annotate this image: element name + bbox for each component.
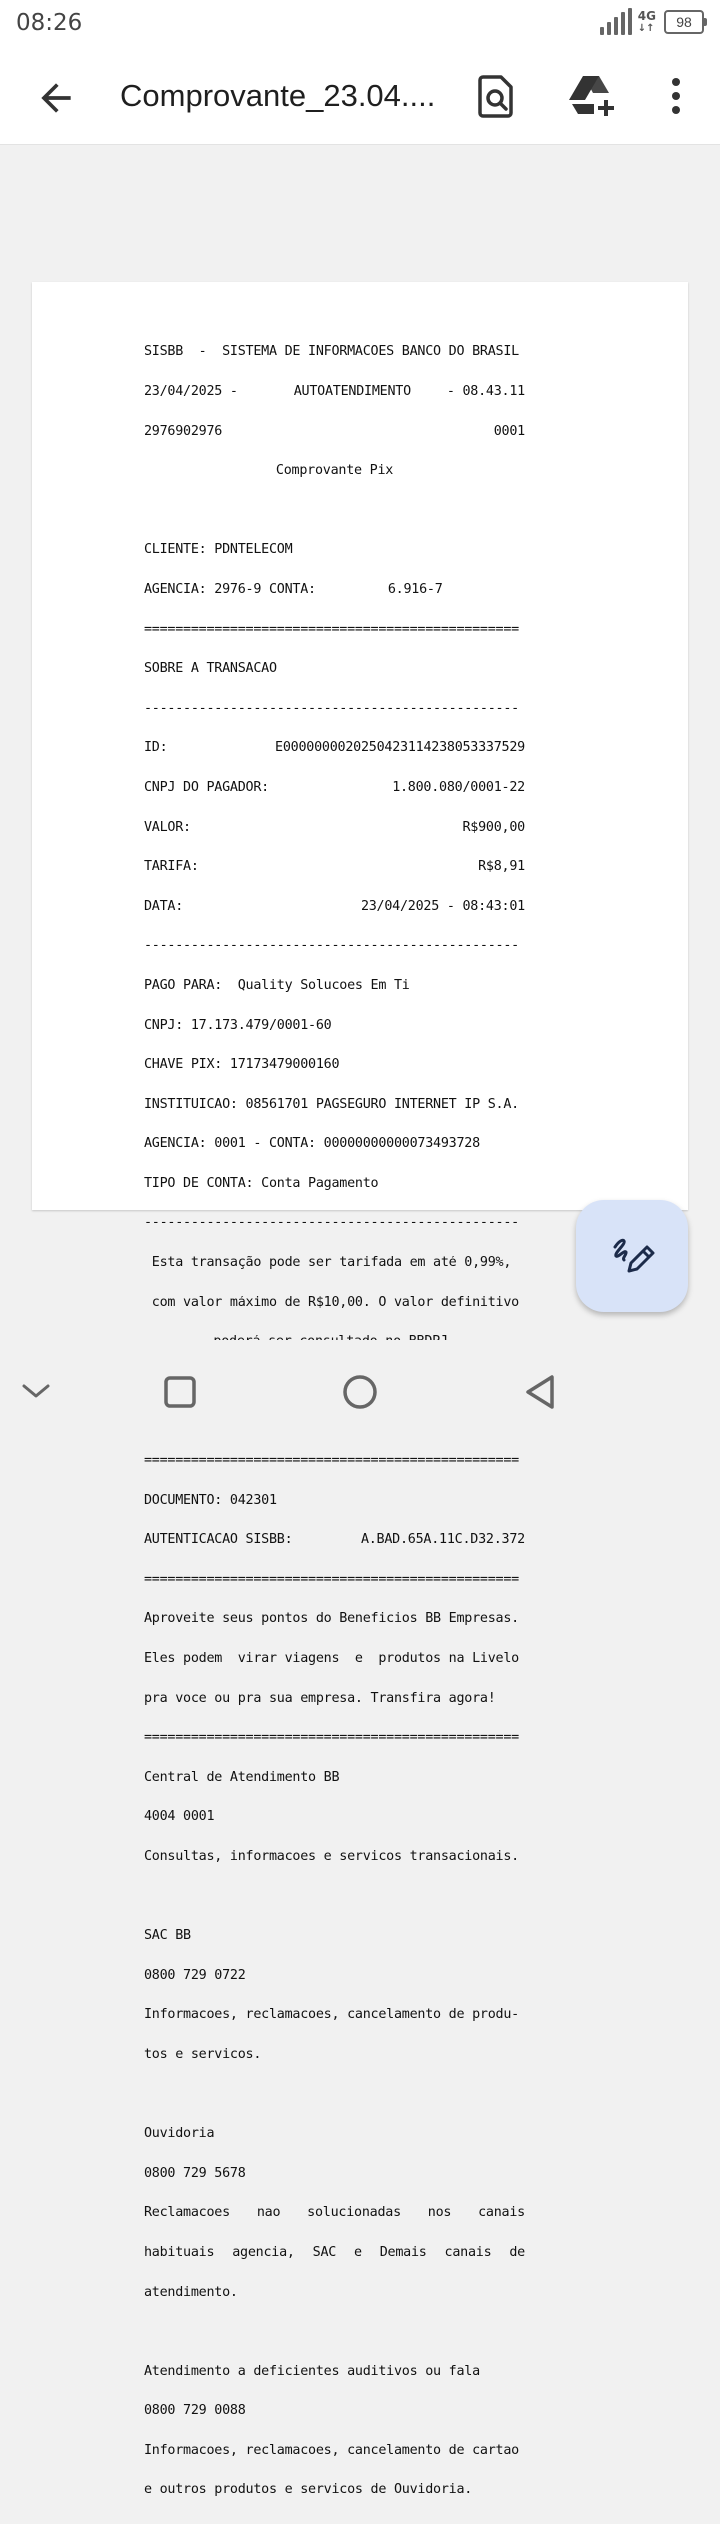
triangle-back-icon <box>520 1372 560 1412</box>
more-vert-icon <box>652 72 700 120</box>
receipt-line: CHAVE PIX: 17173479000160 <box>144 1058 340 1072</box>
receipt-line: SISBB - SISTEMA DE INFORMACOES BANCO DO BRASIL <box>144 345 519 359</box>
receipt-title: Comprovante Pix <box>275 464 394 478</box>
receipt-line: atendimento. <box>144 2285 238 2299</box>
network-type: 4G ↓↑ <box>637 8 656 34</box>
receipt-line: tos e servicos. <box>144 2047 262 2062</box>
add-to-drive-button[interactable] <box>566 72 614 120</box>
transaction-id: E0000000020250423114238053337529 <box>275 740 525 756</box>
nav-back-button[interactable] <box>520 1372 560 1412</box>
receipt-line: Atendimento a deficientes auditivos ou fala <box>144 2364 480 2378</box>
receipt-line: Informacoes, reclamacoes, cancelamento de produ- <box>144 2008 519 2022</box>
separator: ------------------------------------------------ <box>144 939 519 953</box>
section-heading: SOBRE A TRANSACAO <box>144 662 277 676</box>
receipt-line: CNPJ: 17.173.479/0001-60 <box>144 1018 332 1032</box>
receipt-line-justified: Reclamacoes nao solucionadas nos canais <box>144 2205 525 2221</box>
receipt-row: CNPJ DO PAGADOR: 1.800.080/0001-22 <box>144 779 525 795</box>
separator: ------------------------------------------------ <box>144 701 519 715</box>
receipt-line: Ouvidoria <box>144 2127 215 2141</box>
separator: ================================================ <box>144 1572 519 1586</box>
receipt-row: ID: E0000000020250423114238053337529 <box>144 740 525 756</box>
status-indicators <box>600 9 704 35</box>
receipt-line: e outros produtos e servicos de Ouvidoria. <box>144 2483 473 2497</box>
receipt-line: SAC BB <box>144 1929 191 1943</box>
receipt-row: VALOR: R$900,00 <box>144 819 525 835</box>
document-title: Comprovante_23.04.... <box>120 78 436 113</box>
receipt-line: INSTITUICAO: 08561701 PAGSEGURO INTERNET IP S.A. <box>144 1097 519 1111</box>
receipt-row: AUTENTICACAO SISBB: A.BAD.65A.11C.D32.372 <box>144 1532 525 1548</box>
receipt-line: com valor máximo de R$10,00. O valor definitivo <box>144 1295 519 1309</box>
receipt-line: Central de Atendimento BB <box>144 1770 340 1784</box>
chevron-down-icon <box>16 1372 56 1412</box>
separator: ------------------------------------------------ <box>144 1216 519 1230</box>
status-bar <box>0 0 720 48</box>
signal-icon <box>600 9 632 35</box>
more-options-button[interactable] <box>652 72 700 120</box>
receipt-line: 4004 0001 <box>144 1810 215 1824</box>
search-in-document-button[interactable] <box>472 72 520 120</box>
receipt-line: AGENCIA: 0001 - CONTA: 00000000000073493728 <box>144 1137 480 1151</box>
receipt-line: 0800 729 0722 <box>144 1968 246 1982</box>
app-bar <box>0 48 720 145</box>
google-drive-add-icon <box>566 72 618 120</box>
receipt-line: 0800 729 5678 <box>144 2166 246 2180</box>
receipt-line: TIPO DE CONTA: Conta Pagamento <box>144 1176 379 1191</box>
receipt-line: pra voce ou pra sua empresa. Transfira agora! <box>144 1691 496 1705</box>
status-time: 08:26 <box>16 10 83 36</box>
receipt-row: 23/04/2025 - AUTOATENDIMENTO - 08.43.11 <box>144 384 525 399</box>
edit-fab-button[interactable] <box>576 1200 688 1312</box>
receipt-row: AGENCIA: 2976-9 CONTA: 6.916-7 <box>144 581 443 597</box>
back-button[interactable] <box>34 76 78 120</box>
separator: ================================================ <box>144 1454 519 1468</box>
receipt-line-justified: habituais agencia, SAC e Demais canais de <box>144 2244 525 2260</box>
document-search-icon <box>472 72 520 120</box>
separator: ================================================ <box>144 1731 519 1745</box>
receipt-line: Consultas, informacoes e servicos transacionais. <box>144 1849 519 1864</box>
system-nav-bar <box>0 1340 720 1440</box>
receipt-row: 2976902976 0001 <box>144 423 525 439</box>
arrow-left-icon <box>34 76 78 120</box>
receipt-line: Aproveite seus pontos do Beneficios BB Empresas. <box>144 1612 519 1626</box>
receipt-row: DATA: 23/04/2025 - 08:43:01 <box>144 898 525 914</box>
receipt-line: Informacoes, reclamacoes, cancelamento de cartao <box>144 2443 519 2458</box>
receipt-line: 0800 729 0088 <box>144 2404 246 2418</box>
document-page <box>32 282 688 2497</box>
receipt-line: CLIENTE: PDNTELECOM <box>144 543 293 557</box>
square-icon <box>160 1372 200 1412</box>
nav-recents-button[interactable] <box>160 1372 200 1412</box>
receipt-row: TARIFA: R$8,91 <box>144 859 525 875</box>
receipt-line: Eles podem virar viagens e produtos na Livelo <box>144 1652 519 1666</box>
nav-collapse-button[interactable] <box>16 1372 56 1412</box>
battery-icon: 98 <box>664 10 704 34</box>
receipt-line: PAGO PARA: Quality Solucoes Em Ti <box>144 978 410 993</box>
draw-edit-icon <box>609 1233 655 1279</box>
circle-icon <box>340 1372 380 1412</box>
separator: ================================================ <box>144 622 519 636</box>
receipt-line: DOCUMENTO: 042301 <box>144 1493 277 1507</box>
nav-home-button[interactable] <box>340 1372 380 1412</box>
receipt-line: Esta transação pode ser tarifada em até 0,99%, <box>144 1256 512 1270</box>
